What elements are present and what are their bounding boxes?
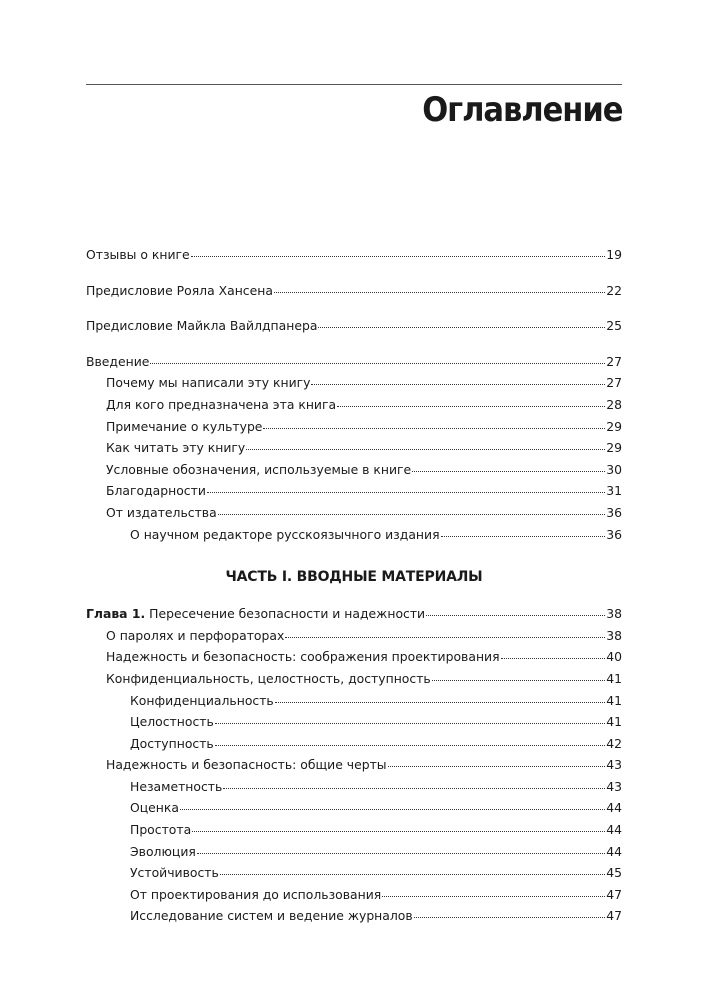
toc-subentry[interactable] [86,502,622,524]
toc-leader [207,491,605,493]
toc-page-number: 44 [606,800,622,816]
toc-leader [197,852,605,854]
toc-entry-title: Отзывы о книге [86,247,190,262]
toc-page-number: 27 [606,375,622,391]
toc-leader [382,895,605,897]
toc-entry-title: Введение [86,353,150,369]
toc-entry-title: Устойчивость [130,865,219,881]
chapter-label: Глава 1. [86,606,146,622]
toc-entry-title: Надежность и безопасность: соображения проектирования [106,649,500,665]
toc-entry-title: Примечание о культуре [106,418,263,434]
toc-leader [432,679,606,681]
toc-entry-title: Исследование систем и ведение журналов [130,908,413,924]
toc-page-number: 36 [606,504,622,520]
toc-page-number: 27 [606,353,622,369]
toc-leader [285,636,605,638]
toc-page-number: 47 [606,908,622,924]
toc-leader [218,513,606,515]
toc-subsubentry[interactable] [86,841,622,863]
toc-subsubentry[interactable] [86,690,622,712]
toc-entry-title: Конфиденциальность [130,692,274,708]
toc-leader [274,291,605,293]
toc-page-number: 41 [606,714,622,730]
toc-entry-title: О паролях и перфораторах [106,627,285,643]
toc-entry-title: О научном редакторе русскоязычного издания [130,526,440,542]
toc-page-number: 42 [606,735,622,751]
toc-leader [311,383,605,385]
toc-page-number: 47 [606,886,622,902]
toc-subsubentry[interactable] [86,776,622,798]
toc-subsubentry[interactable] [86,797,622,819]
toc-page-number: 40 [606,649,622,665]
toc-leader [412,470,605,472]
toc-subsubentry[interactable] [86,819,622,841]
toc-entry-title: Простота [130,822,192,838]
toc-entry-title: Предисловие Майкла Вайлдпанера [86,318,318,334]
toc-entry-title: Целостность [130,714,214,730]
toc-page-number: 44 [606,843,622,859]
toc-entry-title: От проектирования до использования [130,886,382,902]
toc-leader [215,744,605,746]
toc-subsubentry[interactable] [86,524,622,546]
toc-entry-title: Эволюция [130,843,196,859]
toc-subsubentry[interactable] [86,711,622,733]
toc-leader [180,808,605,810]
toc-subentry[interactable] [86,625,622,647]
page-title: Оглавление [421,90,622,130]
part-heading: ЧАСТЬ I. ВВОДНЫЕ МАТЕРИАЛЫ [225,569,483,586]
toc-leader [220,873,605,875]
toc-leader [426,614,605,616]
toc-page-number: 44 [606,822,622,838]
toc-leader [192,830,605,832]
toc-leader [150,362,605,364]
toc-entry[interactable] [86,280,622,302]
toc-entry-title: Оценка [130,800,179,816]
toc-entry[interactable] [86,315,622,337]
header-rule [86,84,622,85]
toc-leader [246,448,605,450]
toc-subentry[interactable] [86,754,622,776]
toc-entry-title: Почему мы написали эту книгу [106,375,311,391]
toc-page-number: 19 [606,247,622,262]
toc-subentry[interactable] [86,394,622,416]
toc-page-number: 36 [606,526,622,542]
toc-entry-title: Конфиденциальность, целостность, доступность [106,670,431,686]
toc-subsubentry[interactable] [86,733,622,755]
toc-leader [223,787,605,789]
toc-entry-title: Надежность и безопасность: общие черты [106,757,387,773]
toc-page-number: 43 [606,778,622,794]
toc-leader [191,255,606,257]
toc-entry-title: Условные обозначения, используемые в книге [106,461,412,477]
table-of-contents [86,244,622,927]
toc-page-number: 41 [606,670,622,686]
toc-leader [414,916,606,918]
toc-page-number: 28 [606,396,622,412]
toc-entry-title [86,603,425,625]
toc-page-number: 22 [606,282,622,298]
toc-subentry[interactable] [86,437,622,459]
toc-leader [275,701,605,703]
toc-entry-title: Доступность [130,735,214,751]
toc-entry-title: От издательства [106,504,217,520]
toc-entry[interactable] [86,244,622,266]
chapter-title: Пересечение безопасности и надежности [149,606,426,622]
toc-subsubentry[interactable] [86,884,622,906]
toc-subentry[interactable] [86,459,622,481]
toc-leader [318,326,605,328]
toc-subentry[interactable] [86,416,622,438]
toc-leader [337,405,605,407]
toc-page-number: 30 [606,461,622,477]
toc-entry-title: Предисловие Рояла Хансена [86,282,273,298]
toc-subsubentry[interactable] [86,905,622,927]
toc-page-number: 29 [606,418,622,434]
toc-entry-title: Как читать эту книгу [106,440,246,456]
toc-chapter-entry[interactable] [86,603,622,625]
toc-subentry[interactable] [86,372,622,394]
toc-subsubentry[interactable] [86,862,622,884]
toc-leader [388,765,606,767]
toc-page-number: 41 [606,692,622,708]
toc-page-number: 43 [606,757,622,773]
toc-page-number: 29 [606,440,622,456]
toc-leader [441,535,606,537]
toc-subentry[interactable] [86,480,622,502]
toc-entry-intro[interactable] [86,351,622,373]
toc-leader [501,657,606,659]
toc-entry-title: Для кого предназначена эта книга [106,396,337,412]
toc-page-number: 38 [606,627,622,643]
toc-page-number: 38 [606,606,622,622]
toc-subentry[interactable] [86,668,622,690]
toc-leader [263,427,605,429]
toc-page-number: 45 [606,865,622,881]
toc-page-number: 25 [606,318,622,334]
toc-entry-title: Благодарности [106,483,206,499]
toc-leader [215,722,605,724]
toc-page-number: 31 [606,483,622,499]
toc-subentry[interactable] [86,646,622,668]
toc-entry-title: Незаметность [130,778,223,794]
